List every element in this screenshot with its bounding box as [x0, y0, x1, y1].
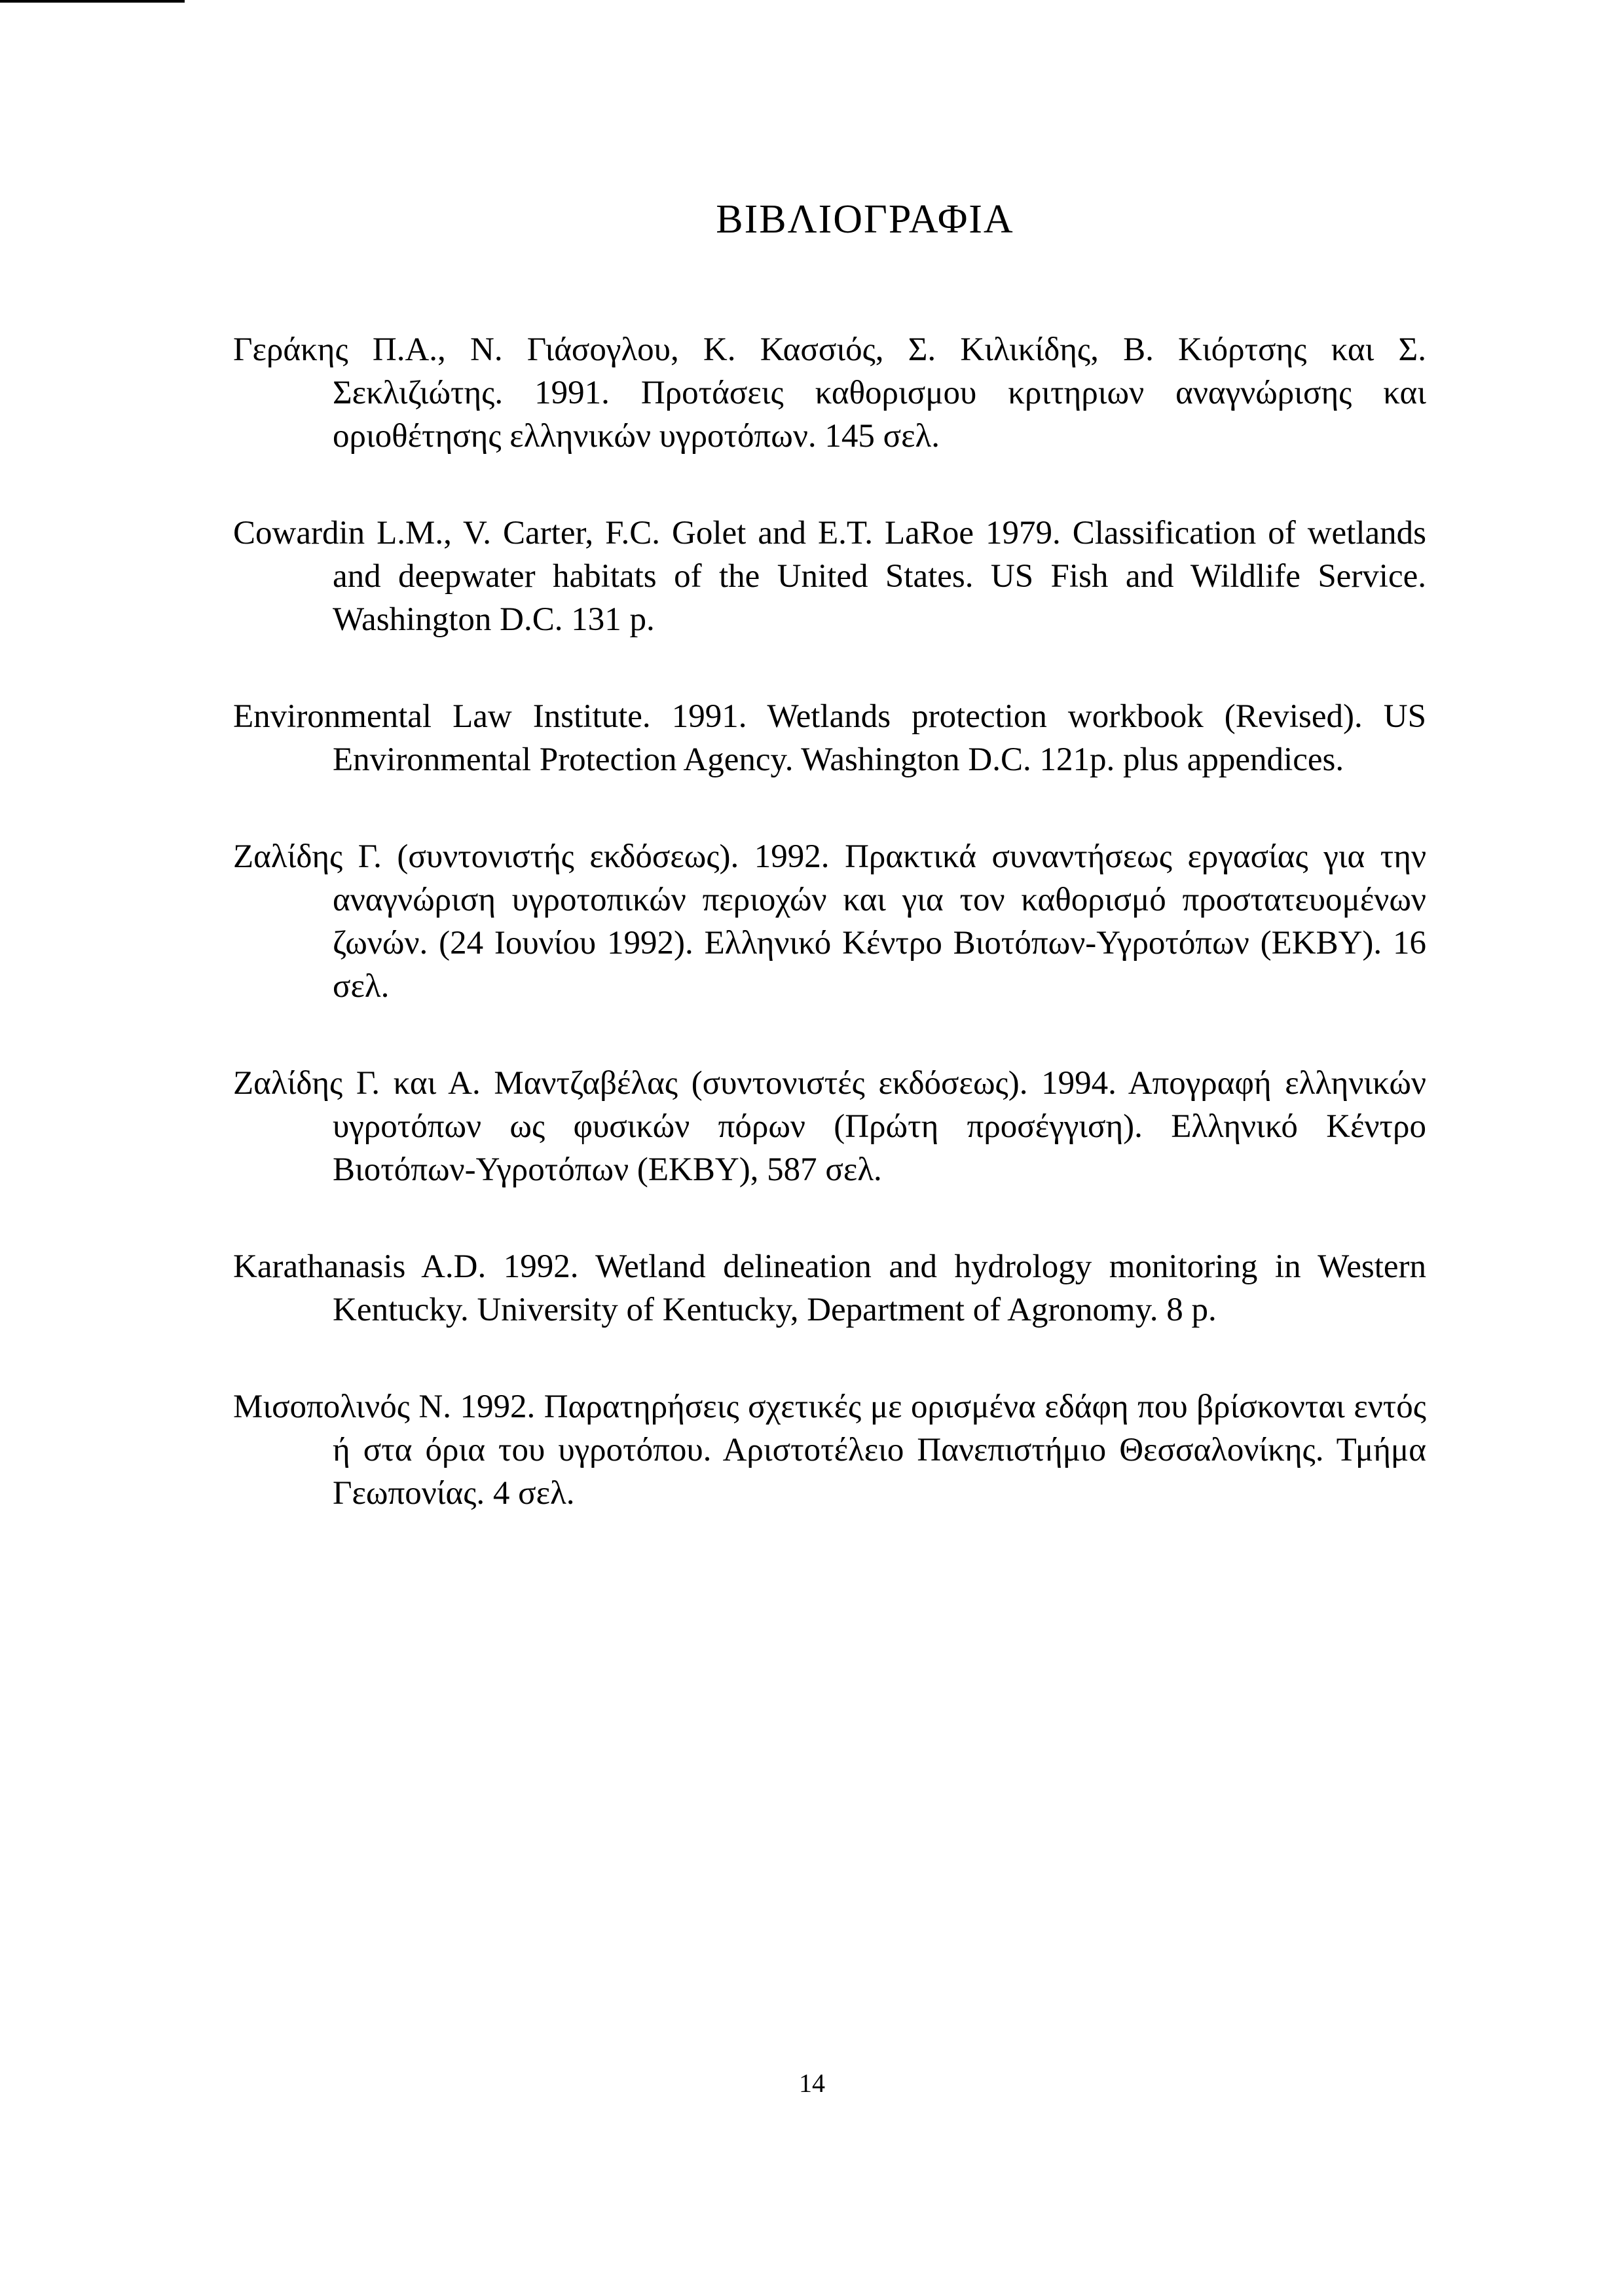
scan-edge-rule: [0, 0, 185, 3]
reference-item: Ζαλίδης Γ. και Α. Μαντζαβέλας (συντονιστές εκδόσεως). 1994. Απογραφή ελληνικών υγροτόπων ως φυσικών πόρων (Πρώτη προσέγγιση). Ελληνικό Κέντρο Βιοτόπων-Υγροτόπων (ΕΚΒΥ), 587 σελ.: [233, 1065, 1426, 1188]
reference-list: [233, 328, 1426, 1515]
reference-item: Ζαλίδης Γ. (συντονιστής εκδόσεως). 1992. Πρακτικά συναντήσεως εργασίας για την αναγνώριση υγροτοπικών περιοχών και για τον καθορισμό προστατευομένων ζωνών. (24 Ιουνίου 1992). Ελληνικό Κέντρο Βιοτόπων-Υγροτόπων (ΕΚΒΥ). 16 σελ.: [233, 838, 1426, 1005]
reference-item: Cowardin L.M., V. Carter, F.C. Golet and E.T. LaRoe 1979. Classification of wetlands and deepwater habitats of the United States. US Fish and Wildlife Service. Washington D.C. 131 p.: [233, 515, 1426, 638]
reference-item: Μισοπολινός Ν. 1992. Παρατηρήσεις σχετικές με ορισμένα εδάφη που βρίσκονται εντός ή στα όρια του υγροτόπου. Αριστοτέλειο Πανεπιστήμιο Θεσσαλονίκης. Τμήμα Γεωπονίας. 4 σελ.: [233, 1389, 1426, 1512]
reference-item: Environmental Law Institute. 1991. Wetlands protection workbook (Revised). US Environmental Protection Agency. Washington D.C. 121p. plus appendices.: [233, 698, 1426, 778]
bibliography-section: [233, 196, 1426, 1569]
reference-item: Karathanasis A.D. 1992. Wetland delineation and hydrology monitoring in Western Kentucky. University of Kentucky, Department of Agronomy. 8 p.: [233, 1248, 1426, 1328]
page-title: ΒΙΒΛΙΟΓΡΑΦΙΑ: [716, 197, 1014, 242]
page-number: 14: [799, 2068, 825, 2098]
reference-item: Γεράκης Π.Α., Ν. Γιάσογλου, Κ. Κασσιός, Σ. Κιλικίδης, Β. Κιόρτσης και Σ. Σεκλιζιώτης. 1991. Προτάσεις καθορισμου κριτηριων αναγνώρισης και οριοθέτησης ελληνικών υγροτόπων. 145 σελ.: [233, 331, 1426, 455]
